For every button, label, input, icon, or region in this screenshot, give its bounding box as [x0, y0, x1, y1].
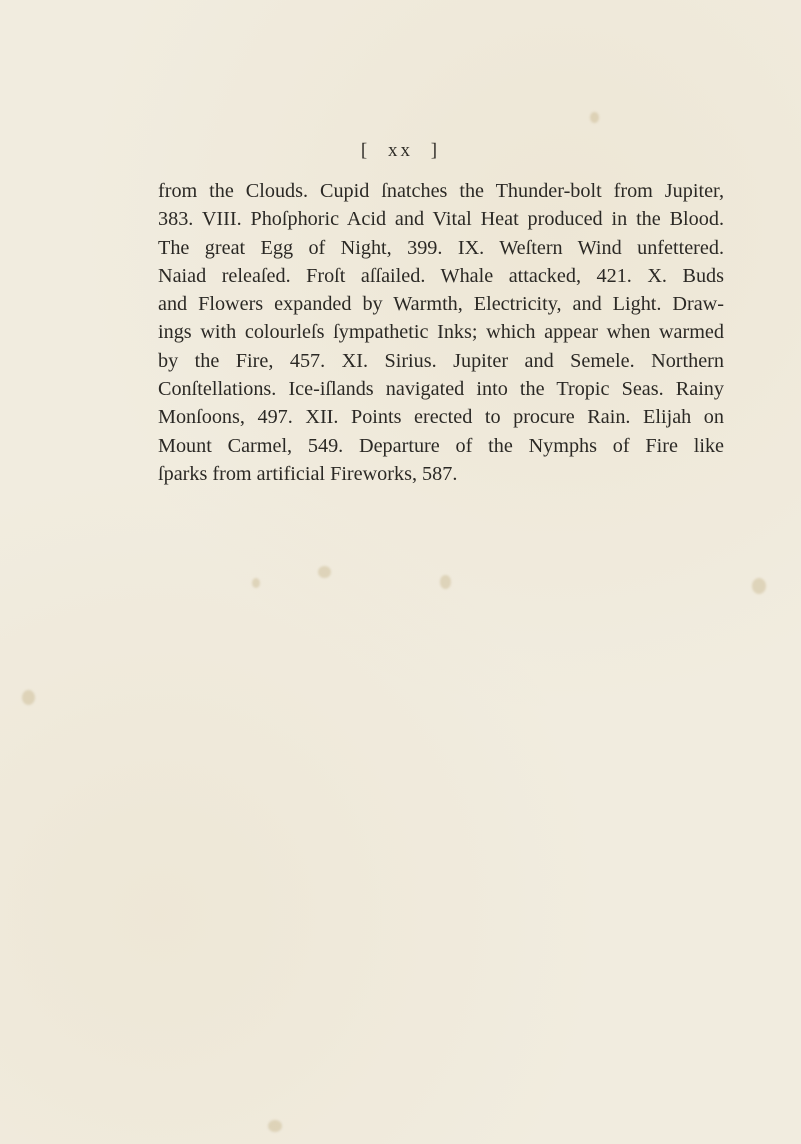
page-number-header: [ xx ]: [360, 140, 441, 161]
text-line: by the Fire, 457. XI. Sirius. Jupiter and Semele. Northern: [158, 349, 724, 372]
text-line: Naiad releaſed. Froſt aſſailed. Whale attacked, 421. X. Buds: [158, 264, 724, 287]
text-line: Monſoons, 497. XII. Points erected to procure Rain. Elijah on: [158, 406, 724, 429]
text-line: Mount Carmel, 549. Departure of the Nymphs of Fire like: [158, 434, 724, 457]
paper-stain: [22, 690, 35, 705]
text-line: The great Egg of Night, 399. IX. Weſtern Wind unfettered.: [158, 236, 724, 259]
text-line: from the Clouds. Cupid ſnatches the Thunder-bolt from Jupiter,: [158, 180, 724, 202]
paper-stain: [318, 566, 331, 578]
text-line: Conſtellations. Ice-iſlands navigated into the Tropic Seas. Rainy: [158, 378, 724, 401]
paper-stain: [252, 578, 260, 588]
text-line: ſparks from artificial Fireworks, 587.: [158, 462, 458, 485]
body-text: [158, 177, 724, 488]
paper-stain: [752, 578, 766, 594]
text-line: and Flowers expanded by Warmth, Electricity, and Light. Draw-: [158, 293, 724, 316]
paper-stain: [440, 575, 451, 589]
text-line: ings with colourleſs ſympathetic Inks; which appear when warmed: [158, 321, 724, 344]
paper-stain: [590, 112, 599, 123]
text-line: 383. VIII. Phoſphoric Acid and Vital Heat produced in the Blood.: [158, 208, 724, 231]
paper-stain: [268, 1120, 282, 1132]
